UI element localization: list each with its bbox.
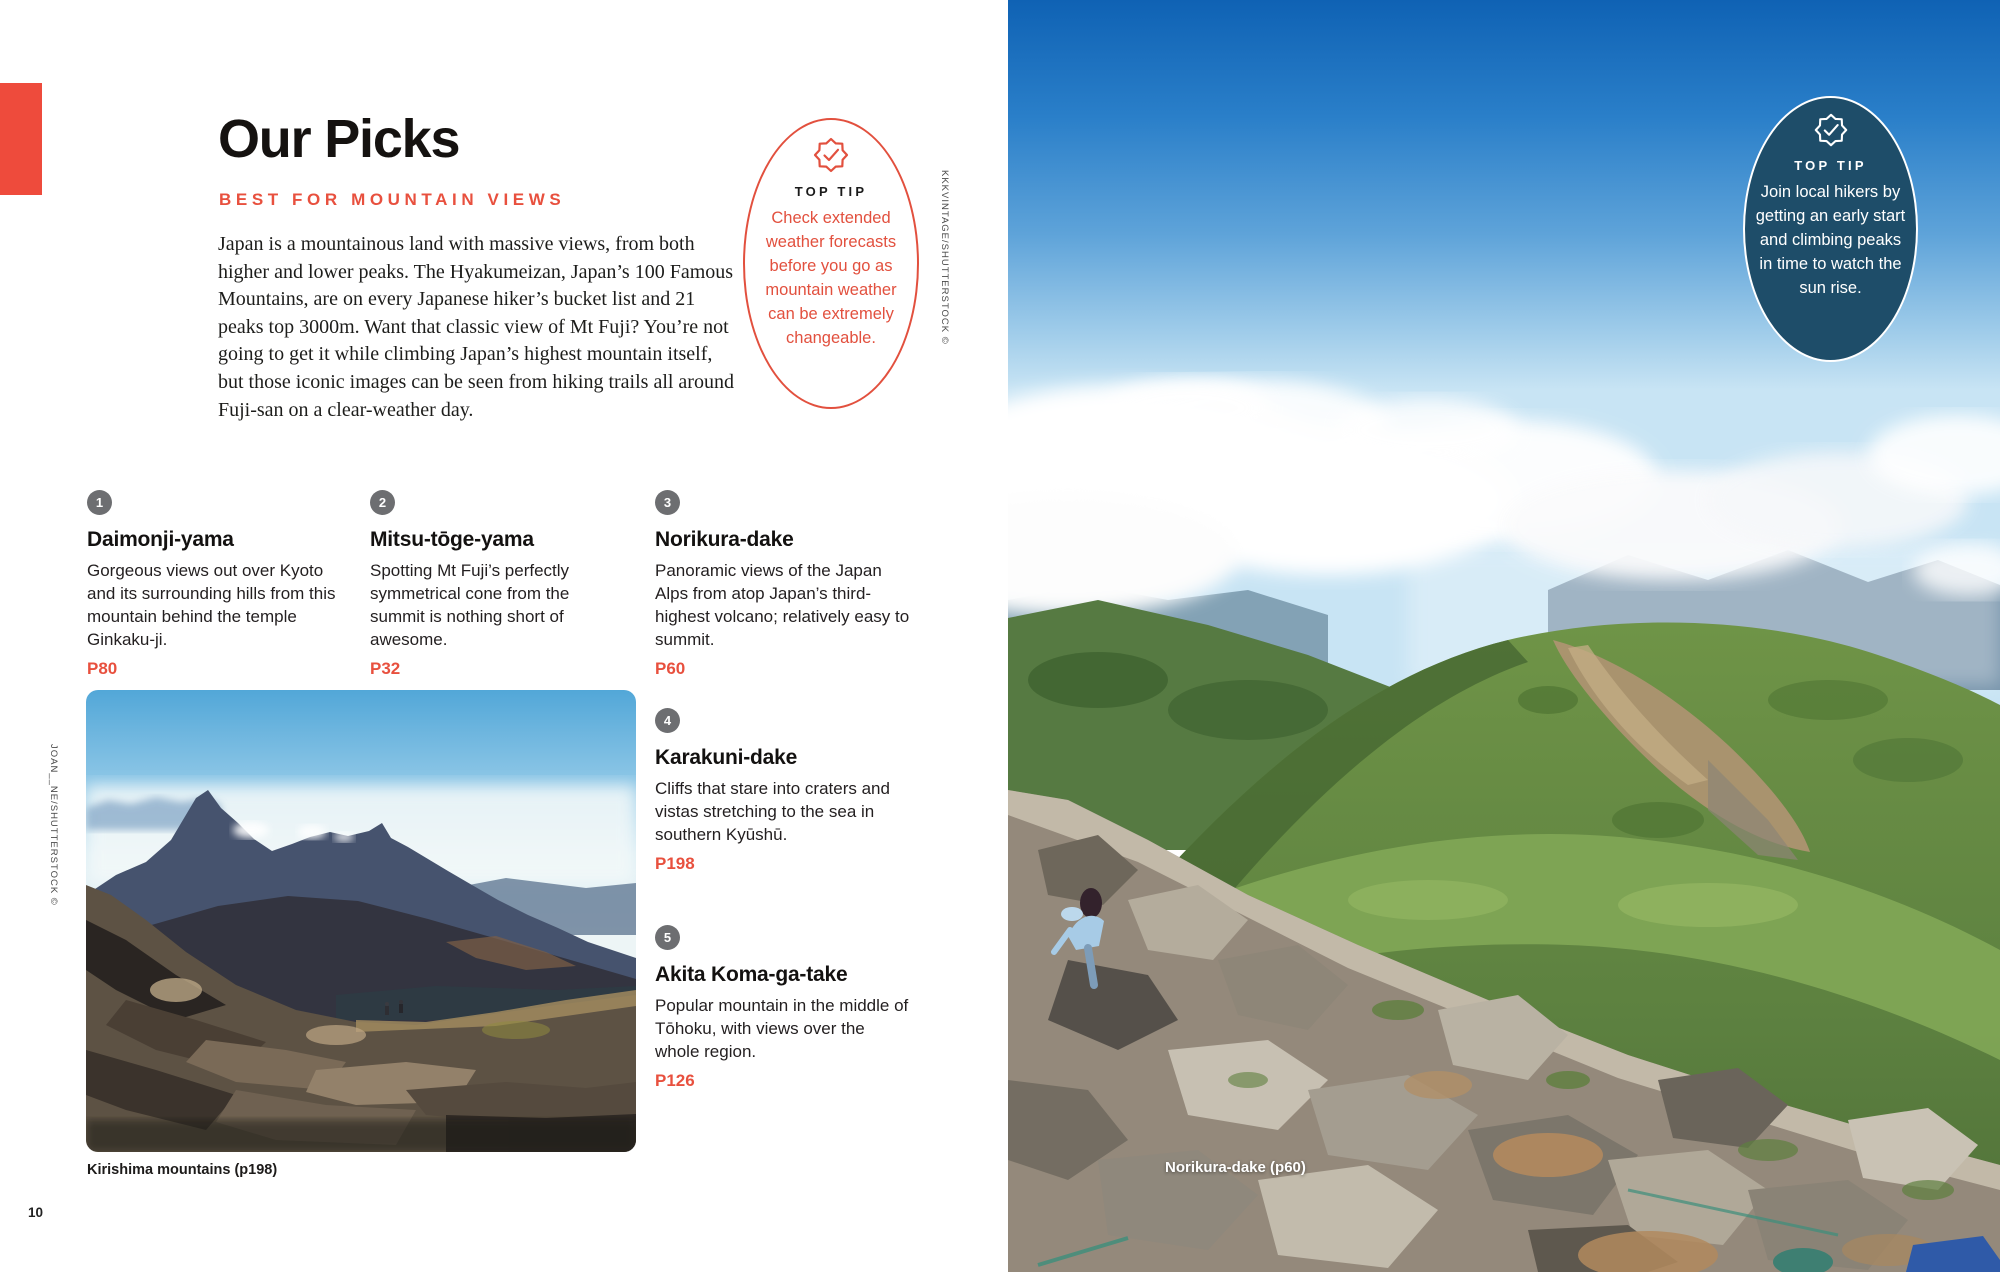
pick-description: Spotting Mt Fuji’s perfectly symmetrical cone from the summit is nothing short of awesome.: [370, 561, 570, 649]
pick-number-badge: 1: [87, 490, 112, 515]
pick-item-3: [655, 490, 913, 679]
pick-number-badge: 5: [655, 925, 680, 950]
chapter-tab: [0, 83, 42, 195]
pick-item-1: [87, 490, 342, 679]
pick-page-ref: P198: [655, 854, 695, 873]
pick-number-badge: 3: [655, 490, 680, 515]
kirishima-photo-illustration: [86, 690, 636, 1152]
pick-page-ref: P80: [87, 659, 118, 678]
top-tip-card-sunrise: [1743, 96, 1918, 362]
page-subtitle: BEST FOR MOUNTAIN VIEWS: [219, 190, 566, 209]
pick-name: Norikura-dake: [655, 528, 794, 551]
pick-name: Mitsu-tōge-yama: [370, 528, 534, 551]
intro-paragraph: Japan is a mountainous land with massive views, from both higher and lower peaks. The Hyakumeizan, Japan’s 100 Famous Mountains, are on every Japanese hiker’s bucket list and 21 peaks top 3000m. Want that classic view of Mt Fuji? You’re not going to get it while climbing Japan’s highest mountain itself, but those iconic images can be seen from hiking trails all around Fuji-san on a clear-weather day.: [218, 233, 734, 421]
seal-check-icon: [811, 135, 851, 175]
pick-description: Gorgeous views out over Kyoto and its surrounding hills from this mountain behind the temple Ginkaku-ji.: [87, 561, 336, 649]
norikura-caption: Norikura-dake (p60): [1165, 1159, 1306, 1176]
pick-number-badge: 4: [655, 708, 680, 733]
page-title: Our Picks: [218, 109, 460, 169]
pick-page-ref: P126: [655, 1071, 695, 1090]
pick-name: Daimonji-yama: [87, 528, 234, 551]
pick-item-5: [655, 925, 913, 1091]
pick-page-ref: P60: [655, 659, 686, 678]
seal-check-icon: [1812, 111, 1850, 149]
top-tip-text: Join local hikers by getting an early start and climbing peaks in time to watch the sun rise.: [1755, 183, 1906, 297]
pick-name: Akita Koma-ga-take: [655, 963, 848, 986]
photo-credit-kirishima: JOAN__NE/SHUTTERSTOCK ©: [48, 744, 59, 906]
top-tip-label: TOP TIP: [1794, 158, 1867, 173]
top-tip-label: TOP TIP: [794, 184, 868, 199]
pick-description: Cliffs that stare into craters and vistas stretching to the sea in southern Kyūshū.: [655, 779, 890, 844]
pick-number-badge: 2: [370, 490, 395, 515]
pick-item-2: [370, 490, 625, 679]
top-tip-card-weather: [743, 118, 919, 409]
page-number: 10: [28, 1205, 44, 1220]
kirishima-photo: [86, 690, 636, 1152]
photo-credit-norikura: KKKVINTAGE/SHUTTERSTOCK ©: [939, 170, 950, 345]
pick-name: Karakuni-dake: [655, 746, 798, 769]
pick-page-ref: P32: [370, 659, 401, 678]
pick-description: Popular mountain in the middle of Tōhoku, with views over the whole region.: [655, 996, 909, 1061]
pick-description: Panoramic views of the Japan Alps from atop Japan’s third-highest volcano; relatively easy to summit.: [655, 561, 910, 649]
kirishima-caption: Kirishima mountains (p198): [87, 1162, 278, 1178]
pick-item-4: [655, 708, 913, 874]
top-tip-text: Check extended weather forecasts before you go as mountain weather can be extremely changeable.: [765, 209, 897, 347]
